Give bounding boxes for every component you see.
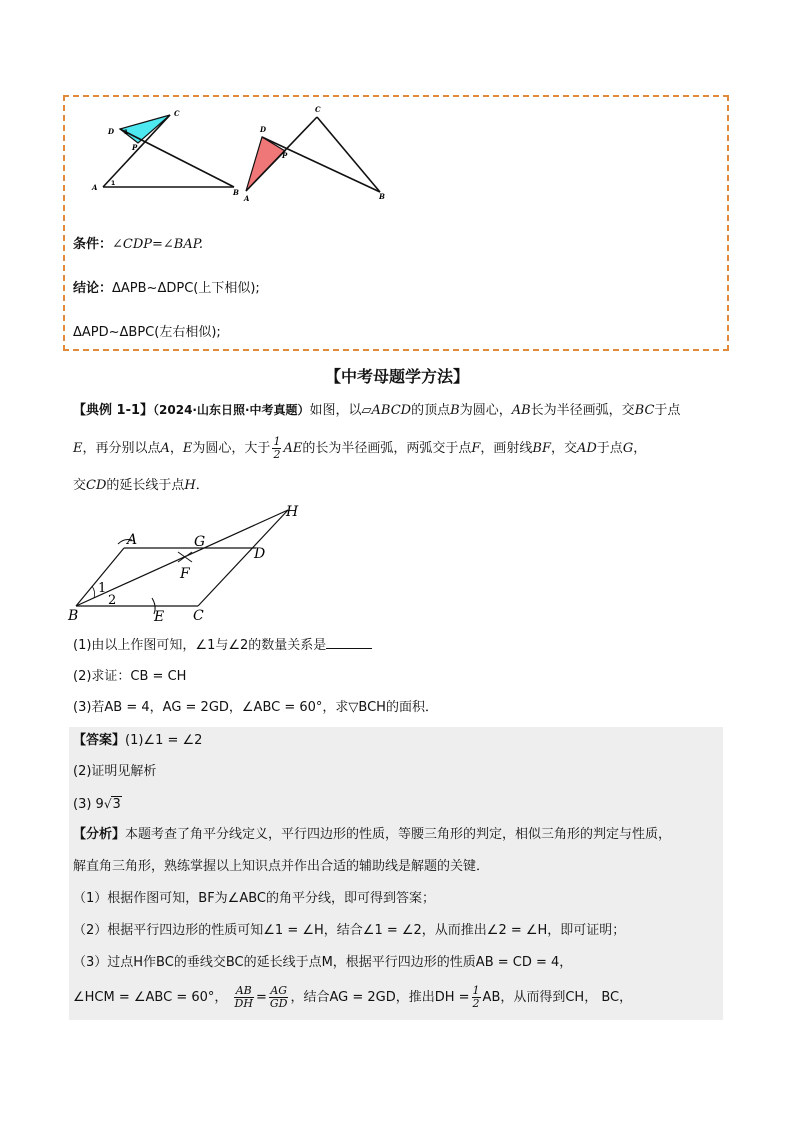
text-seg: A — [160, 441, 170, 456]
text-seg: BF — [532, 441, 551, 456]
fraction-half-2 — [472, 985, 481, 1010]
frac-den: 2 — [273, 448, 281, 461]
condition-line — [73, 236, 203, 254]
answer-1: (1)∠1 = ∠2 — [125, 733, 203, 748]
text-seg: G — [622, 441, 634, 456]
frac-num: AB — [234, 985, 254, 998]
answer-3-prefix: (3) 9 — [73, 797, 104, 812]
problem-tag: 【典例 1-1】 — [73, 403, 154, 418]
answer-3-root: 3 — [112, 797, 121, 812]
problem-line-3 — [73, 476, 209, 496]
problem-line-2 — [73, 436, 646, 461]
text-seg: ． — [195, 478, 209, 493]
frac-den: DH — [234, 997, 253, 1010]
label-b-right: B — [379, 192, 385, 201]
text-seg: ABCD — [371, 403, 412, 418]
frac-den: GD — [269, 997, 288, 1010]
problem-source: （2024·山东日照·中考真题） — [153, 403, 310, 417]
question-2: (2)求证：CB = CH — [73, 669, 187, 684]
text-seg: 为圆心， — [459, 403, 512, 418]
text-seg: 于点 — [596, 441, 623, 456]
text-seg: ，再分别以点 — [82, 441, 161, 456]
answer-line-1 — [73, 731, 202, 751]
analysis-label: 【分析】 — [73, 827, 126, 842]
analysis-text-1: 本题考查了角平分线定义，平行四边形的性质，等腰三角形的判定，相似三角形的判定与性质， — [125, 827, 672, 842]
label-one-top: 1 — [124, 129, 129, 136]
equals-sign: = — [255, 990, 267, 1005]
label-a-right: A — [244, 194, 250, 203]
text-seg: 如图，以▱ — [309, 403, 372, 418]
analysis-line-6 — [73, 984, 632, 1012]
line-db — [120, 129, 234, 187]
label-f: F — [180, 566, 190, 582]
text-seg: 的顶点 — [411, 403, 451, 418]
angle-arc — [92, 586, 95, 598]
line-ch — [198, 510, 288, 606]
question-3: (3)若AB = 4，AG = 2GD，∠ABC = 60°，求▽BCH的面积． — [73, 700, 438, 715]
label-b-left: B — [233, 188, 239, 197]
label-p-left: P — [132, 143, 138, 152]
answer-2: (2)证明见解析 — [73, 764, 157, 779]
text-seg: ，画射线 — [480, 441, 533, 456]
parallelogram-figure — [66, 500, 316, 628]
problem-line-1 — [73, 400, 680, 421]
sqrt-sign: √ — [103, 797, 112, 811]
section-title: 【中考母题学方法】 — [324, 367, 469, 386]
label-one-bottom: 1 — [111, 180, 116, 187]
text-seg: CD — [86, 478, 107, 493]
similar-triangles-figure — [86, 103, 396, 213]
frac-num: 1 — [273, 435, 281, 448]
fraction-ab-dh — [234, 985, 254, 1010]
fraction-ag-gd — [269, 985, 289, 1010]
label-p-right: P — [282, 151, 288, 160]
analysis-line-5: （3）过点H作BC的垂线交BC的延长线于点M，根据平行四边形的性质AB = CD = 4， — [73, 955, 573, 970]
label-e: E — [154, 609, 165, 625]
analysis-text-6a: ∠HCM = ∠ABC = 60°， — [73, 990, 228, 1005]
label-angle-2: 2 — [108, 593, 117, 608]
text-seg: E — [182, 441, 193, 456]
label-a-left: A — [92, 183, 98, 192]
label-h: H — [286, 504, 299, 520]
label-c: C — [193, 608, 204, 624]
answer-label: 【答案】 — [73, 733, 126, 748]
label-d-left: D — [108, 127, 115, 136]
answer-blank — [326, 636, 372, 649]
text-seg: AD — [576, 441, 597, 456]
analysis-text-6b: ，结合AG = 2GD，推出DH = — [290, 990, 470, 1005]
analysis-text-6c: AB，从而得到CH， BC， — [482, 990, 633, 1005]
question-1-text: (1)由以上作图可知，∠1与∠2的数量关系是 — [73, 638, 327, 653]
conclusion-text: ΔAPB~ΔDPC(上下相似); — [112, 281, 260, 296]
text-seg: AB — [511, 403, 531, 418]
frac-num: 1 — [472, 984, 480, 997]
analysis-line-2: 解直角三角形，熟练掌握以上知识点并作出合适的辅助线是解题的关键． — [73, 859, 490, 874]
text-seg: ， — [169, 441, 183, 456]
text-seg: 长为半径画弧，交 — [530, 403, 635, 418]
text-seg: 于点 — [654, 403, 681, 418]
analysis-line-1 — [73, 825, 671, 845]
label-b: B — [68, 608, 79, 624]
line-ba — [76, 548, 124, 606]
condition-label: 条件： — [73, 237, 113, 252]
label-d-right: D — [260, 125, 267, 134]
frac-num: AG — [270, 984, 288, 997]
answer-line-3 — [73, 794, 122, 815]
condition-text: ∠CDP=∠BAP. — [112, 237, 203, 252]
text-seg: B — [450, 403, 460, 418]
text-seg: 的延长线于点 — [106, 478, 185, 493]
text-seg: F — [471, 441, 481, 456]
conclusion-line — [73, 280, 260, 298]
label-a: A — [127, 532, 138, 548]
text-seg: 交 — [73, 478, 87, 493]
text-seg: H — [184, 478, 196, 493]
label-g: G — [194, 534, 206, 550]
conclusion-line-2 — [73, 324, 221, 342]
text-seg: 的长为半径画弧，两弧交于点 — [302, 441, 472, 456]
text-seg: ， — [633, 441, 647, 456]
text-seg: AE — [283, 441, 303, 456]
label-c-right: C — [315, 105, 321, 114]
text-seg: BC — [634, 403, 655, 418]
analysis-line-3: （1）根据作图可知，BF为∠ABC的角平分线，即可得到答案； — [73, 891, 435, 906]
analysis-line-4: （2）根据平行四边形的性质可知∠1 = ∠H，结合∠1 = ∠2，从而推出∠2 = ∠H，即可证明； — [73, 923, 626, 938]
text-seg: 为圆心，大于 — [192, 441, 271, 456]
line-db-right — [262, 137, 380, 192]
text-seg: ，交 — [550, 441, 577, 456]
conclusion-text-2: ΔAPD~ΔBPC(左右相似); — [73, 325, 221, 340]
label-d: D — [254, 546, 266, 562]
label-c-left: C — [174, 109, 180, 118]
conclusion-label: 结论： — [73, 281, 113, 296]
fraction-half — [272, 436, 281, 461]
frac-den: 2 — [472, 997, 480, 1010]
text-seg: E — [73, 441, 83, 456]
line-cb-right — [317, 117, 380, 192]
label-angle-1: 1 — [98, 581, 107, 596]
question-1 — [73, 636, 372, 656]
